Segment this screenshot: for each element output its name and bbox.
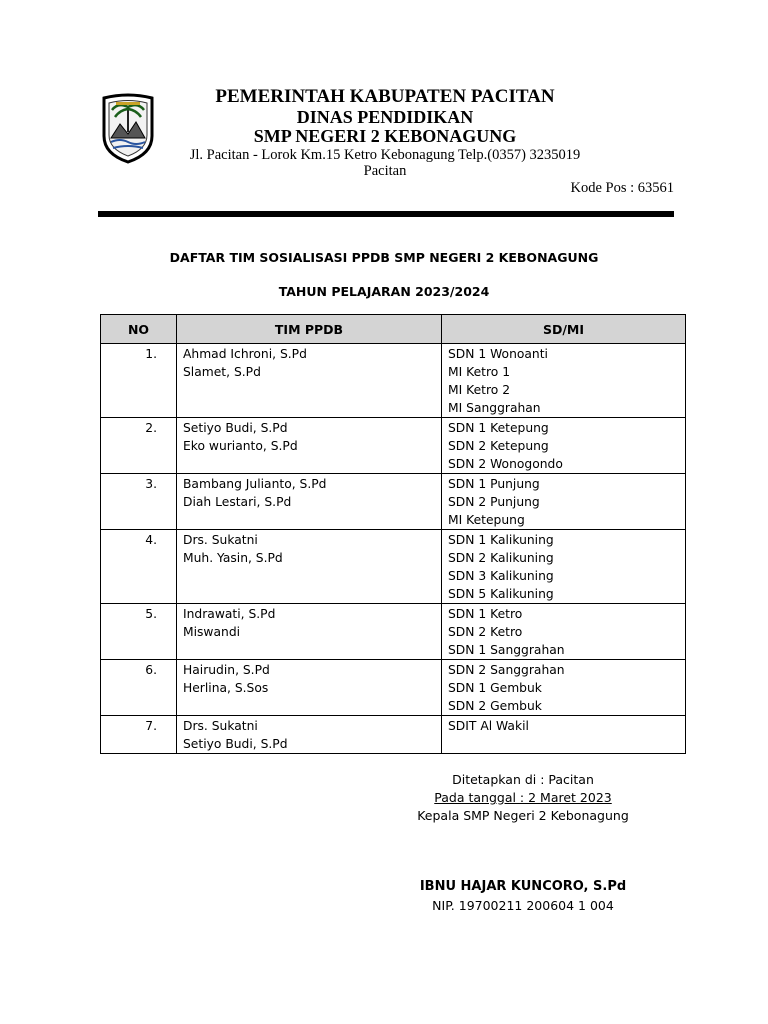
team-member: Diah Lestari, S.Pd (183, 495, 292, 509)
school-city: Pacitan (363, 163, 407, 179)
school-item: SDN 1 Wonoanti (448, 347, 548, 361)
school-item: MI Ketepung (448, 513, 525, 527)
team-member: Miswandi (183, 625, 241, 639)
school-item: SDN 1 Gembuk (448, 681, 542, 695)
school-list-cell (442, 344, 686, 418)
team-member: Slamet, S.Pd (183, 365, 261, 379)
row-number: 4. (101, 530, 177, 604)
row-number: 1. (101, 344, 177, 418)
table-row (101, 344, 686, 418)
team-member: Setiyo Budi, S.Pd (183, 737, 288, 751)
team-members-cell (177, 344, 442, 418)
team-members-cell (177, 660, 442, 716)
row-number: 3. (101, 474, 177, 530)
school-list-cell (442, 604, 686, 660)
school-item: MI Sanggrahan (448, 401, 541, 415)
school-item: SDIT Al Wakil (448, 719, 529, 733)
government-name: PEMERINTAH KABUPATEN PACITAN (215, 86, 555, 107)
school-item: MI Ketro 1 (448, 365, 511, 379)
team-members-cell (177, 604, 442, 660)
header-sd-mi: SD/MI (442, 315, 686, 344)
signed-date-text: Pada tanggal : 2 Maret 2023 (434, 790, 612, 805)
school-item: SDN 1 Sanggrahan (448, 643, 565, 657)
table-row (101, 716, 686, 754)
school-name: SMP NEGERI 2 KEBONAGUNG (253, 126, 517, 146)
school-item: SDN 2 Gembuk (448, 699, 542, 713)
team-member: Muh. Yasin, S.Pd (183, 551, 283, 565)
school-list-cell (442, 530, 686, 604)
school-list-cell (442, 474, 686, 530)
signed-place: Ditetapkan di : Pacitan (452, 772, 594, 787)
row-number: 7. (101, 716, 177, 754)
row-number: 5. (101, 604, 177, 660)
academic-year: TAHUN PELAJARAN 2023/2024 (278, 284, 490, 299)
team-members-cell (177, 716, 442, 754)
letterhead-divider (98, 211, 674, 217)
row-number: 2. (101, 418, 177, 474)
school-item: SDN 1 Kalikuning (448, 533, 554, 547)
team-member: Hairudin, S.Pd (183, 663, 270, 677)
table-row (101, 530, 686, 604)
school-item: SDN 1 Ketro (448, 607, 523, 621)
signer-name: IBNU HAJAR KUNCORO, S.Pd (419, 879, 627, 894)
table-row (101, 418, 686, 474)
team-member: Indrawati, S.Pd (183, 607, 276, 621)
team-member: Bambang Julianto, S.Pd (183, 477, 327, 491)
department-name: DINAS PENDIDIKAN (296, 107, 474, 127)
document-title: DAFTAR TIM SOSIALISASI PPDB SMP NEGERI 2 KEBONAGUNG (169, 250, 599, 265)
table-row (101, 474, 686, 530)
school-item: SDN 2 Wonogondo (448, 457, 563, 471)
school-list-cell (442, 716, 686, 754)
school-item: SDN 5 Kalikuning (448, 587, 554, 601)
header-no: NO (101, 315, 177, 344)
school-list-cell (442, 418, 686, 474)
team-members-cell (177, 474, 442, 530)
signer-nip: NIP. 19700211 200604 1 004 (432, 898, 614, 913)
school-item: SDN 1 Ketepung (448, 421, 549, 435)
team-member: Herlina, S.Sos (183, 681, 269, 695)
team-member: Setiyo Budi, S.Pd (183, 421, 288, 435)
regency-emblem-icon (98, 92, 158, 164)
row-number: 6. (101, 660, 177, 716)
team-members-cell (177, 418, 442, 474)
school-item: SDN 3 Kalikuning (448, 569, 554, 583)
signed-date (400, 790, 646, 805)
table-row (101, 604, 686, 660)
team-member: Eko wurianto, S.Pd (183, 439, 298, 453)
school-item: MI Ketro 2 (448, 383, 511, 397)
team-members-cell (177, 530, 442, 604)
table-row (101, 660, 686, 716)
school-item: SDN 2 Punjung (448, 495, 540, 509)
school-item: SDN 1 Punjung (448, 477, 540, 491)
school-item: SDN 2 Ketro (448, 625, 523, 639)
school-list-cell (442, 660, 686, 716)
school-item: SDN 2 Sanggrahan (448, 663, 565, 677)
team-table (100, 314, 686, 754)
team-member: Ahmad Ichroni, S.Pd (183, 347, 307, 361)
signer-role: Kepala SMP Negeri 2 Kebonagung (417, 808, 629, 823)
team-member: Drs. Sukatni (183, 533, 258, 547)
school-address: Jl. Pacitan - Lorok Km.15 Ketro Kebonagung Telp.(0357) 3235019 (189, 147, 581, 163)
table-header-row (101, 315, 686, 344)
postal-code: Kode Pos : 63561 (570, 180, 674, 196)
team-member: Drs. Sukatni (183, 719, 258, 733)
header-tim-ppdb: TIM PPDB (177, 315, 442, 344)
school-item: SDN 2 Kalikuning (448, 551, 554, 565)
school-item: SDN 2 Ketepung (448, 439, 549, 453)
